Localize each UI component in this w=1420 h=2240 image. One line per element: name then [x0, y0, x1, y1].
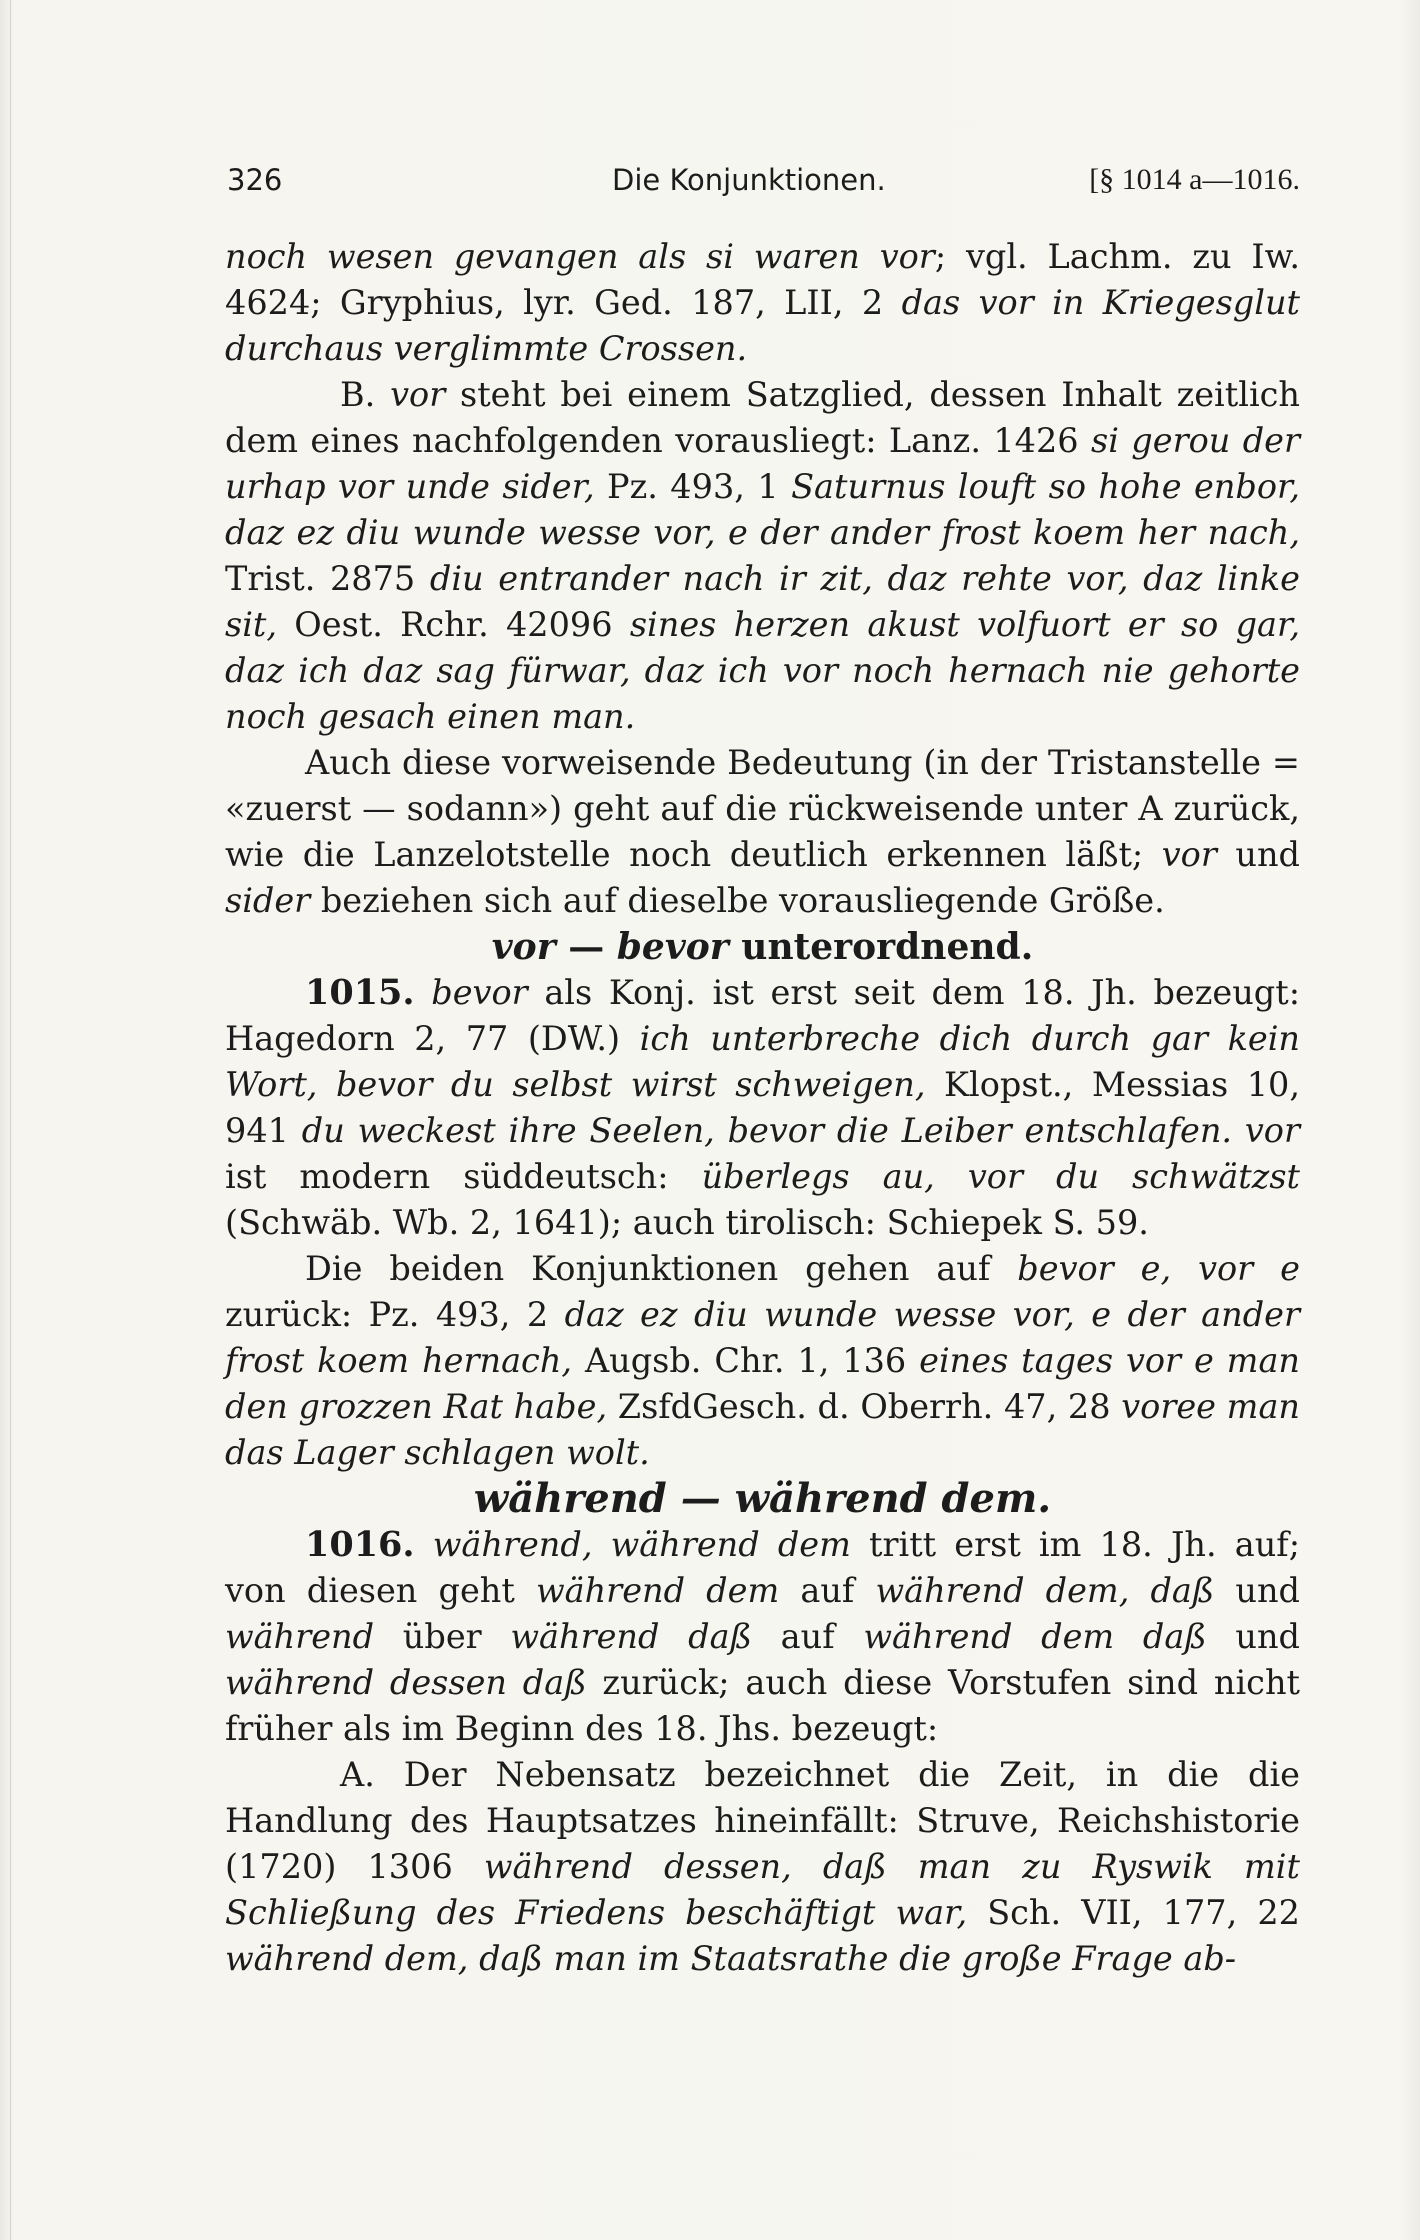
paragraph-a: A. Der Nebensatz bezeichnet die Zeit, in die die Handlung des Hauptsatzes hineinfällt: Struve, Reichshistorie (1720) 1306 während dessen, daß man zu Ryswik mit Schließung des Friedens beschäftigt war, Sch. VII, 177, 22 während dem, daß man im Staatsrathe die große Frage ab- [225, 1755, 1300, 1978]
section-number: 1015. [305, 972, 415, 1013]
section-heading-1015: vor — bevor unterordnend. [491, 926, 1034, 968]
page-edge [10, 0, 11, 2240]
paragraph-b: B. vor steht bei einem Satzglied, dessen Inhalt zeitlich dem eines nachfolgenden vorausliegt: Lanz. 1426 si gerou der urhap vor unde sider, Pz. 493, 1 Saturnus louft so hohe enbor, daz ez diu wunde wesse vor, e der ander frost koem her nach, Trist. 2875 diu entrander nach ir zit, daz rehte vor, daz linke sit, Oest. Rchr. 42096 sines herzen akust volfuort er so gar, daz ich daz sag fürwar, daz ich vor noch hernach nie gehorte noch gesach einen man. [225, 375, 1301, 736]
page-number: 326 [227, 163, 283, 197]
section-heading-1016: während — während dem. [473, 1475, 1052, 1522]
page-header [227, 163, 1300, 203]
paragraph-1015: 1015. bevor als Konj. ist erst seit dem 18. Jh. bezeugt: Hagedorn 2, 77 (DW.) ich unterbreche dich durch gar kein Wort, bevor du selbst wirst schweigen, Klopst., Messias 10, 941 du weckest ihre Seelen, bevor die Leiber entschlafen. vor ist modern süddeutsch: überlegs au, vor du schwätzst (Schwäb. Wb. 2, 1641); auch tirolisch: Schiepek S. 59. [225, 972, 1301, 1242]
running-title: Die Konjunktionen. [612, 163, 886, 197]
paragraph-continuation: noch wesen gevangen als si waren vor; vgl. Lachm. zu Iw. 4624; Gryphius, lyr. Ged. 187, LII, 2 das vor in Kriegesglut durchaus verglimmte Crossen. [225, 237, 1300, 368]
page-body [225, 234, 1300, 1982]
paragraph-konjunktionen: Die beiden Konjunktionen gehen auf bevor e, vor e zurück: Pz. 493, 2 daz ez diu wunde wesse vor, e der ander frost koem hernach, Augsb. Chr. 1, 136 eines tages vor e man den grozzen Rat habe, ZsfdGesch. d. Oberrh. 47, 28 voree man das Lager schlagen wolt. [225, 1249, 1301, 1472]
paragraph-1016: 1016. während, während dem tritt erst im 18. Jh. auf; von diesen geht während dem auf während dem, daß und während über während daß auf während dem daß und während dessen daß zurück; auch diese Vorstufen sind nicht früher als im Beginn des 18. Jhs. bezeugt: [225, 1524, 1300, 1748]
paragraph-auch: Auch diese vorweisende Bedeutung (in der Tristanstelle = «zuerst — sodann») geht auf die rückweisende unter A zurück, wie die Lanzelotstelle noch deutlich erkennen läßt; vor und sider beziehen sich auf dieselbe vorausliegende Größe. [225, 743, 1300, 920]
section-number: 1016. [305, 1524, 415, 1565]
section-range: [§ 1014 a—1016. [1089, 163, 1300, 196]
